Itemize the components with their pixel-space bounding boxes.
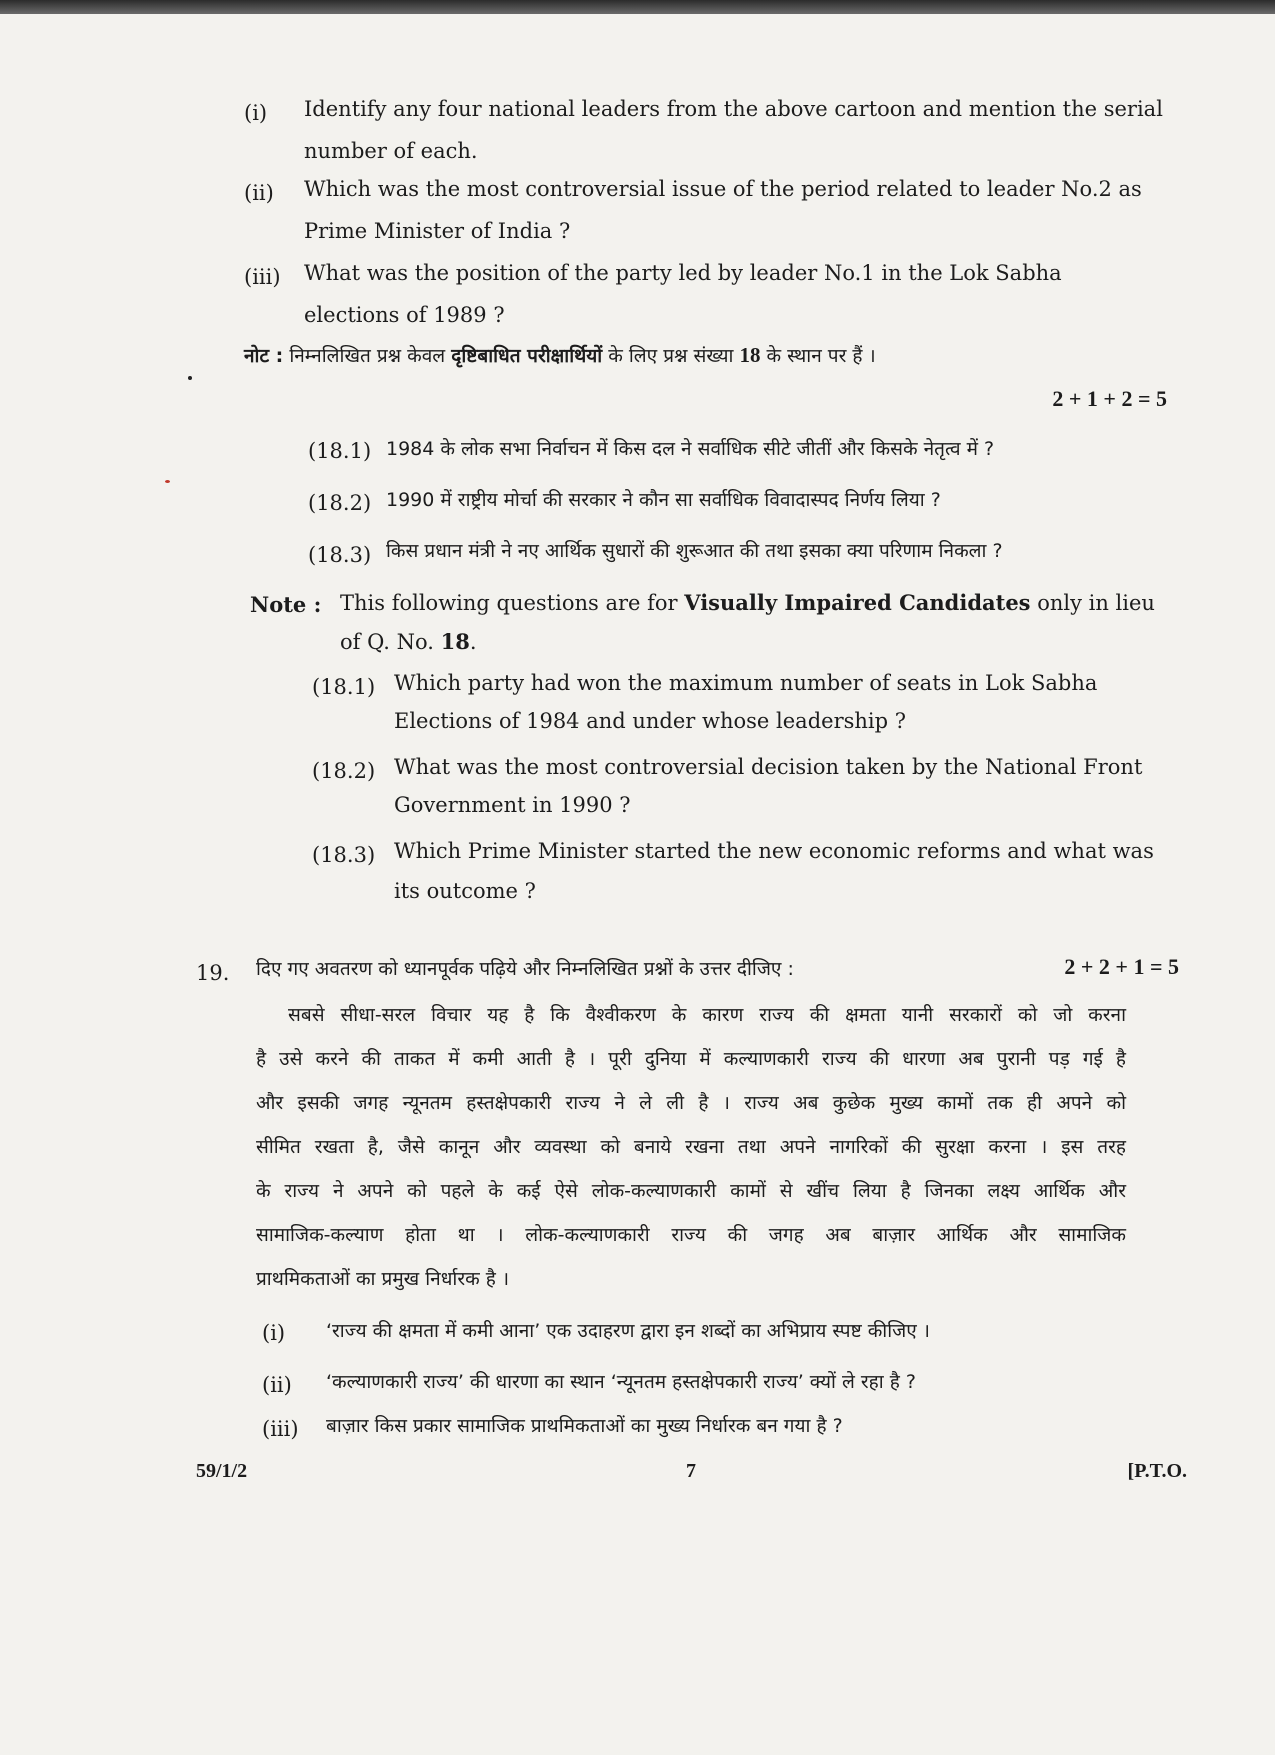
- question-number: (18.1): [312, 675, 376, 699]
- question-text: Identify any four national leaders from the above cartoon and mention the serial: [304, 97, 1163, 121]
- question-text: बाज़ार किस प्रकार सामाजिक प्राथमिकताओं का मुख्य निर्धारक बन गया है ?: [326, 1415, 843, 1437]
- question-number: (i): [244, 101, 268, 125]
- question-text: Elections of 1984 and under whose leadership ?: [394, 709, 907, 733]
- question-number: (18.2): [312, 759, 376, 783]
- marks-distribution: 2 + 2 + 1 = 5: [1064, 954, 1179, 979]
- paper-code: 59/1/2: [196, 1460, 248, 1482]
- pto-label: [P.T.O.: [1127, 1460, 1187, 1482]
- question-text: किस प्रधान मंत्री ने नए आर्थिक सुधारों की शुरूआत की तथा इसका क्या परिणाम निकला ?: [386, 540, 1003, 562]
- question-number: (iii): [244, 265, 281, 289]
- passage-line: सामाजिक-कल्याण होता था । लोक-कल्याणकारी राज्य की जगह अब बाज़ार आर्थिक और सामाजिक: [256, 1224, 1126, 1246]
- note-text: of Q. No.: [340, 630, 434, 654]
- question-number: 19.: [196, 961, 230, 985]
- question-text: What was the most controversial decision taken by the National Front: [394, 755, 1143, 779]
- question-instruction: दिए गए अवतरण को ध्यानपूर्वक पढ़िये और निम्नलिखित प्रश्नों के उत्तर दीजिए :: [256, 958, 794, 980]
- question-text: 1990 में राष्ट्रीय मोर्चा की सरकार ने कौन सा सर्वाधिक विवादास्पद निर्णय लिया ?: [386, 489, 941, 511]
- question-number: (ii): [244, 181, 274, 205]
- hindi-note: [244, 340, 876, 371]
- question-text: 1984 के लोक सभा निर्वाचन में किस दल ने सर्वाधिक सीटे जीतीं और किसके नेतृत्व में ?: [386, 438, 995, 460]
- question-number: (18.3): [308, 543, 372, 567]
- scan-speck: [188, 376, 192, 380]
- passage-line: के राज्य ने अपने को पहले के कई ऐसे लोक-कल्याणकारी कामों से खींच लिया है जिनका लक्ष्य आर्थिक और: [256, 1180, 1126, 1202]
- english-note: [340, 588, 1155, 618]
- question-text: Prime Minister of India ?: [304, 219, 571, 243]
- question-number: (iii): [262, 1417, 299, 1441]
- passage-line: सबसे सीधा-सरल विचार यह है कि वैश्वीकरण के कारण राज्य की क्षमता यानी सरकारों को जो करना: [288, 1004, 1126, 1026]
- passage-line: है उसे करने की ताकत में कमी आती है । पूरी दुनिया में कल्याणकारी राज्य की धारणा अब पुरानी पड़ गई है: [256, 1048, 1126, 1070]
- question-text: number of each.: [304, 139, 478, 163]
- passage: [256, 1000, 1126, 1308]
- question-text: Which party had won the maximum number of seats in Lok Sabha: [394, 671, 1098, 695]
- marks-distribution: 2 + 1 + 2 = 5: [1052, 386, 1167, 411]
- question-text: elections of 1989 ?: [304, 303, 505, 327]
- note-text: only in lieu: [1037, 591, 1155, 615]
- note-qno: 18: [739, 343, 761, 367]
- note-label: नोट :: [244, 345, 284, 367]
- scan-speck: [165, 480, 170, 483]
- question-text: Government in 1990 ?: [394, 793, 631, 817]
- passage-line: प्राथमिकताओं का प्रमुख निर्धारक है ।: [256, 1268, 510, 1290]
- note-label: Note :: [250, 592, 322, 617]
- question-number: (18.1): [308, 439, 372, 463]
- page-number: 7: [686, 1460, 696, 1482]
- question-text: ‘राज्य की क्षमता में कमी आना’ एक उदाहरण द्वारा इन शब्दों का अभिप्राय स्पष्ट कीजिए ।: [326, 1320, 930, 1342]
- note-text: के स्थान पर हैं ।: [766, 345, 876, 367]
- passage-line: और इसकी जगह न्यूनतम हस्तक्षेपकारी राज्य ने ले ली है । राज्य अब कुछेक मुख्य कामों तक ही अपने को: [256, 1092, 1126, 1114]
- question-text: What was the position of the party led by leader No.1 in the Lok Sabha: [304, 261, 1062, 285]
- question-number: (i): [262, 1321, 286, 1345]
- question-text: Which Prime Minister started the new economic reforms and what was: [394, 839, 1154, 863]
- note-emphasis: Visually Impaired Candidates: [684, 590, 1031, 615]
- question-text: ‘कल्याणकारी राज्य’ की धारणा का स्थान ‘न्यूनतम हस्तक्षेपकारी राज्य’ क्यों ले रहा है ?: [326, 1371, 916, 1393]
- question-number: (18.2): [308, 491, 372, 515]
- question-text: Which was the most controversial issue of the period related to leader No.2 as: [304, 177, 1142, 201]
- note-text: निम्नलिखित प्रश्न केवल: [289, 345, 446, 367]
- scan-top-edge: [0, 0, 1275, 14]
- passage-line: सीमित रखता है, जैसे कानून और व्यवस्था को बनाये रखना तथा अपने नागरिकों की सुरक्षा करना । इस तरह: [256, 1136, 1126, 1158]
- question-text: its outcome ?: [394, 879, 536, 903]
- note-text: This following questions are for: [340, 591, 678, 615]
- note-text: के लिए प्रश्न संख्या: [608, 345, 734, 367]
- note-text: .: [469, 630, 477, 654]
- note-emphasis: दृष्टिबाधित परीक्षार्थियों: [451, 345, 603, 367]
- question-number: (18.3): [312, 843, 376, 867]
- english-note-line2: [340, 627, 477, 657]
- note-qno: 18: [440, 629, 470, 654]
- question-number: (ii): [262, 1373, 292, 1397]
